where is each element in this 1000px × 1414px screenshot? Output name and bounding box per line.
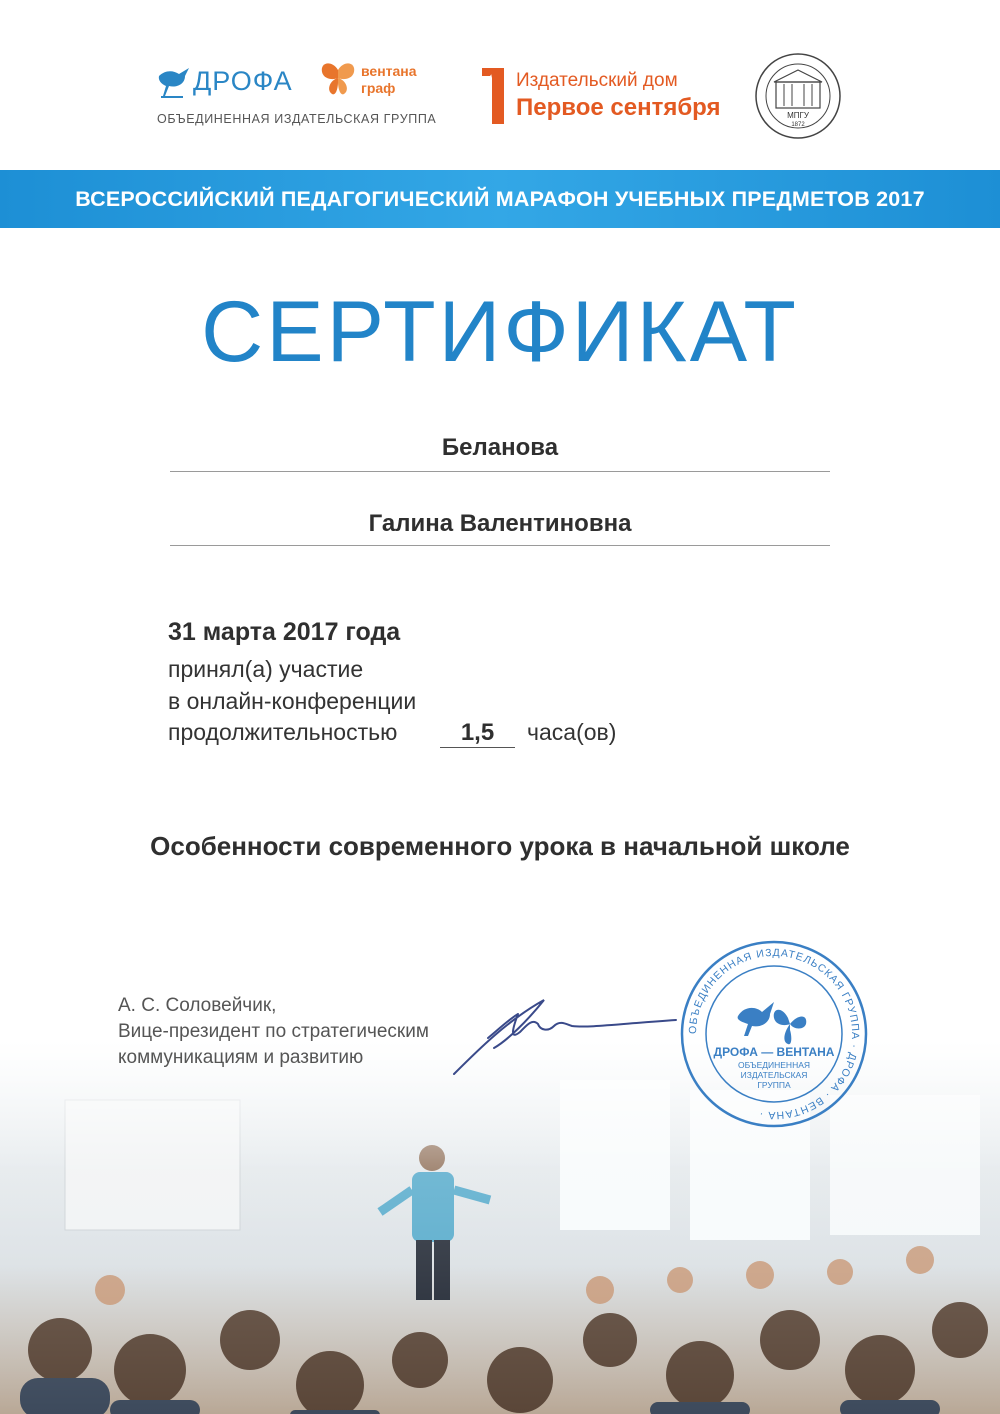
stamp-ring-text: ОБЪЕДИНЕННАЯ ИЗДАТЕЛЬСКАЯ ГРУППА · ДРОФА · ВЕНТАНА · xyxy=(686,946,862,1122)
certificate-title: СЕРТИФИКАТ xyxy=(201,284,799,380)
graf-name: граф xyxy=(361,80,396,96)
ps-line1: Издательский дом xyxy=(516,70,678,91)
signatory-name: А. С. Соловейчик, xyxy=(118,995,277,1016)
participation-text: принял(а) участие xyxy=(168,656,364,682)
duration-unit: часа(ов) xyxy=(527,719,617,745)
stamp-center-line3: ИЗДАТЕЛЬСКАЯ xyxy=(740,1070,808,1080)
drofa-brand: ДРОФА xyxy=(193,66,293,96)
ventana-butterfly-icon xyxy=(318,60,358,98)
signatory-position-line2: коммуникациям и развитию xyxy=(118,1047,364,1068)
duration-value: 1,5 xyxy=(440,719,515,748)
ps-line2: Первое сентября xyxy=(516,94,721,121)
drofa-bird-icon xyxy=(155,62,193,102)
drofa-ventana-logo xyxy=(155,58,445,133)
ventana-name: вентана xyxy=(361,63,417,79)
event-date: 31 марта 2017 года xyxy=(168,618,401,646)
number-one-icon xyxy=(478,64,510,126)
banner-text: ВСЕРОССИЙСКИЙ ПЕДАГОГИЧЕСКИЙ МАРАФОН УЧЕБНЫХ ПРЕДМЕТОВ 2017 xyxy=(75,187,925,211)
participant-surname: Беланова xyxy=(170,434,830,472)
duration-label: продолжительностью xyxy=(168,719,398,745)
drofa-tagline: ОБЪЕДИНЕННАЯ ИЗДАТЕЛЬСКАЯ ГРУППА xyxy=(157,112,437,126)
svg-text:ОБЪЕДИНЕННАЯ ИЗДАТЕЛЬСКАЯ ГРУП xyxy=(687,947,861,1121)
mpgu-emblem xyxy=(752,52,844,140)
signatory-block xyxy=(118,993,429,1071)
stamp-center-line1: ДРОФА — ВЕНТАНА xyxy=(713,1045,835,1059)
publisher-stamp xyxy=(678,938,870,1130)
pervoe-sentyabrya-logo xyxy=(478,62,748,132)
stamp-center-line2: ОБЪЕДИНЕННАЯ xyxy=(737,1060,811,1070)
conference-topic: Особенности современного урока в начальной школе xyxy=(150,831,850,861)
mpgu-year: 1872 xyxy=(791,122,805,128)
mpgu-abbr: МПГУ xyxy=(787,111,809,120)
mpgu-seal-icon xyxy=(752,52,844,140)
event-banner xyxy=(0,170,1000,228)
stamp-center-line4: ГРУППА xyxy=(757,1080,791,1090)
conference-text: в онлайн-конференции xyxy=(168,688,417,714)
participant-given-names: Галина Валентиновна xyxy=(170,510,830,546)
signatory-position-line1: Вице-президент по стратегическим xyxy=(118,1021,429,1042)
handwritten-signature xyxy=(448,990,678,1080)
